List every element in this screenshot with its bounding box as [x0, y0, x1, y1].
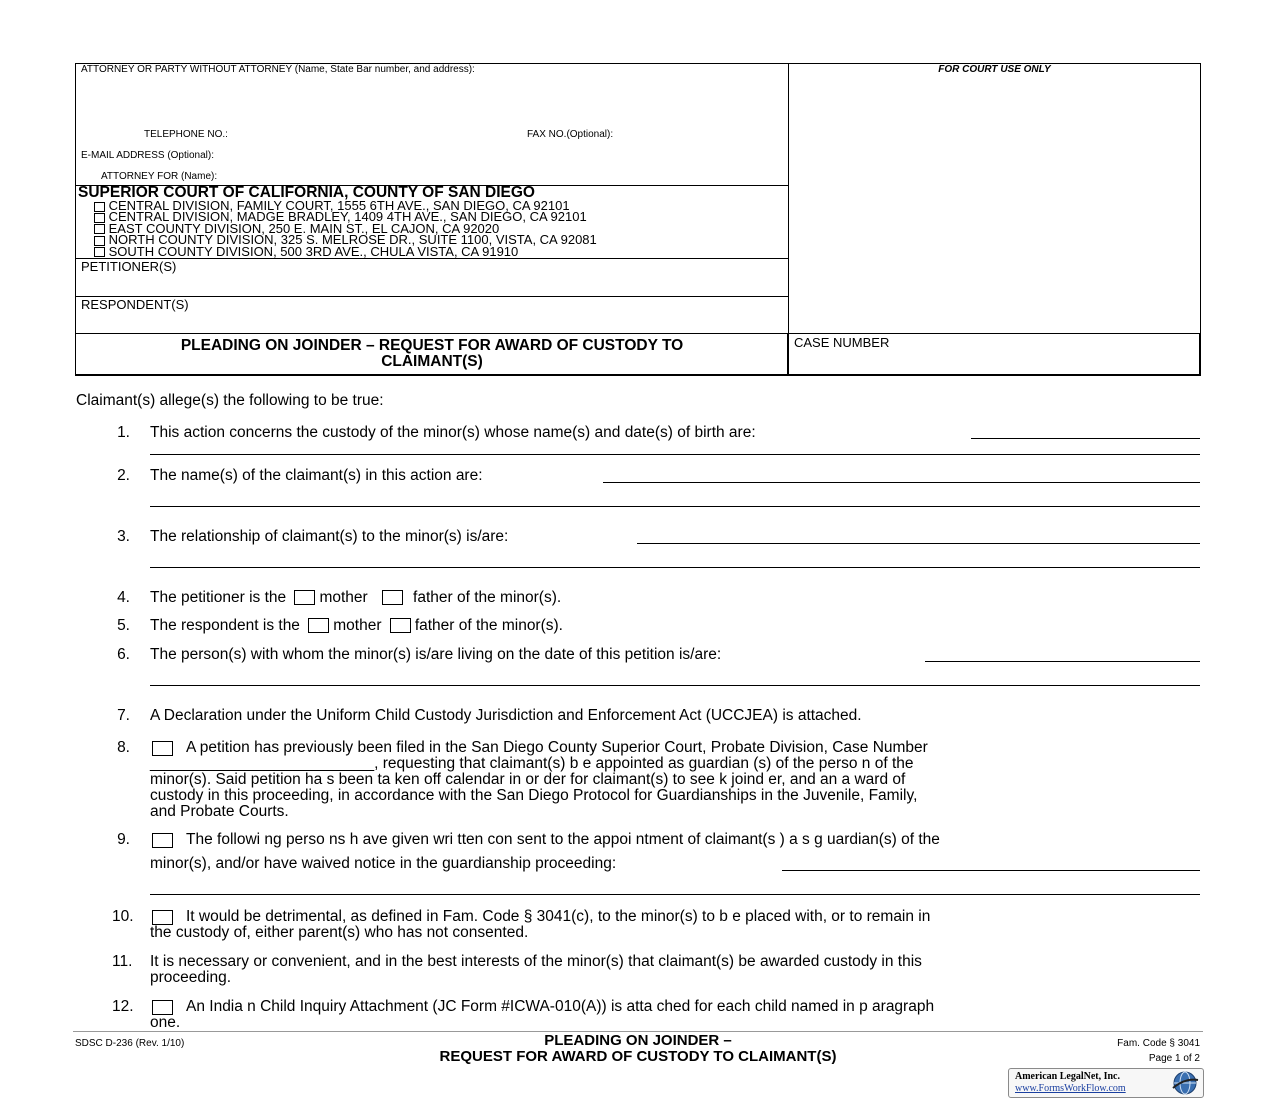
item-number: 8. [117, 739, 130, 756]
item-12-line2: one. [150, 1014, 181, 1031]
item-8-checkbox[interactable] [152, 741, 173, 756]
item-9-checkbox[interactable] [152, 833, 173, 848]
item-6-field[interactable] [925, 661, 1200, 662]
item-1-field-line2[interactable] [150, 454, 1200, 455]
item-10-checkbox[interactable] [152, 910, 173, 925]
division-label: SOUTH COUNTY DIVISION, 500 3RD AVE., CHULA VISTA, CA 91910 [108, 243, 519, 259]
footer-title-line2: REQUEST FOR AWARD OF CUSTODY TO CLAIMANT(S) [439, 1048, 837, 1065]
email-label: E-MAIL ADDRESS (Optional): [81, 150, 215, 161]
item-10-line1: It would be detrimental, as defined in Fam. Code § 3041(c), to the minor(s) to b e placed with, or to remain in [186, 908, 931, 925]
item-number: 2. [117, 467, 130, 484]
father-label: father of the minor(s). [413, 589, 562, 606]
vendor-url[interactable]: www.FormsWorkFlow.com [1015, 1083, 1126, 1094]
attorney-label: ATTORNEY OR PARTY WITHOUT ATTORNEY (Name, State Bar number, and address): [81, 64, 475, 75]
footer-title-line1: PLEADING ON JOINDER – [544, 1032, 732, 1049]
respondent-father-checkbox[interactable] [390, 618, 411, 633]
court-use-label: FOR COURT USE ONLY [938, 64, 1051, 75]
item-number: 6. [117, 646, 130, 663]
fax-label: FAX NO.(Optional): [527, 129, 614, 140]
item-3-field-line2[interactable] [150, 567, 1200, 568]
item-number: 5. [117, 617, 130, 634]
item-9-field-line2[interactable] [150, 894, 1200, 895]
item-number: 9. [117, 831, 130, 848]
code-reference: Fam. Code § 3041 [1117, 1038, 1200, 1049]
division-checkbox[interactable] [94, 224, 105, 234]
form-title-line1: PLEADING ON JOINDER – REQUEST FOR AWARD OF CUSTODY TO [180, 337, 684, 354]
division-option-south[interactable] [94, 243, 519, 259]
item-5-text: The respondent is the [150, 617, 300, 634]
item-number: 4. [117, 589, 130, 606]
item-2-field-line2[interactable] [150, 506, 1200, 507]
item-12-line1: An India n Child Inquiry Attachment (JC Form #ICWA-010(A)) is atta ched for each child named in p aragraph [186, 998, 935, 1015]
item-12-checkbox[interactable] [152, 1000, 173, 1015]
division-checkbox[interactable] [94, 236, 105, 246]
item-8-line1: A petition has previously been filed in the San Diego County Superior Court, Probate Division, Case Number [186, 739, 928, 756]
item-number: 1. [117, 424, 130, 441]
item-7-text: A Declaration under the Uniform Child Custody Jurisdiction and Enforcement Act (UCCJEA) is attached. [150, 707, 862, 724]
division-label: CENTRAL DIVISION, FAMILY COURT, 1555 6TH AVE., SAN DIEGO, CA 92101 [108, 198, 570, 213]
page-number: Page 1 of 2 [1148, 1053, 1200, 1064]
item-11-line2: proceeding. [150, 969, 232, 986]
vendor-name: American LegalNet, Inc. [1015, 1071, 1120, 1082]
item-3-text: The relationship of claimant(s) to the minor(s) is/are: [150, 528, 509, 545]
respondent-mother-checkbox[interactable] [308, 618, 329, 633]
division-label: EAST COUNTY DIVISION, 250 E. MAIN ST., EL CAJON, CA 92020 [108, 220, 500, 236]
item-9-line1: The followi ng perso ns h ave given wri tten con sent to the appoi ntment of claimant(s ) a s g uardian(s) of the [186, 831, 940, 848]
item-9-field[interactable] [782, 870, 1200, 871]
item-5-row [150, 617, 563, 635]
division-checkbox[interactable] [94, 202, 105, 212]
item-2-text: The name(s) of the claimant(s) in this action are: [150, 467, 483, 484]
court-name: SUPERIOR COURT OF CALIFORNIA, COUNTY OF SAN DIEGO [78, 184, 535, 201]
court-use-box [788, 63, 1201, 334]
item-8-line5: and Probate Courts. [150, 803, 289, 820]
item-3-field[interactable] [637, 543, 1200, 544]
item-6-text: The person(s) with whom the minor(s) is/are living on the date of this petition is/are: [150, 646, 722, 663]
item-4-row [150, 589, 561, 607]
division-label: CENTRAL DIVISION, MADGE BRADLEY, 1409 4TH AVE., SAN DIEGO, CA 92101 [108, 209, 587, 225]
petitioner-box [75, 258, 789, 297]
case-number-label: CASE NUMBER [794, 335, 890, 350]
item-1-field[interactable] [971, 438, 1200, 439]
form-title [76, 338, 788, 370]
respondent-label: RESPONDENT(S) [81, 297, 189, 312]
telephone-label: TELEPHONE NO.: [144, 129, 228, 140]
attorney-box [75, 63, 789, 186]
item-6-field-line2[interactable] [150, 685, 1200, 686]
division-checkbox[interactable] [94, 213, 105, 223]
division-checkbox[interactable] [94, 247, 105, 257]
item-number: 11. [112, 953, 133, 970]
item-number: 3. [117, 528, 130, 545]
item-number: 10. [112, 908, 134, 925]
item-number: 7. [117, 707, 130, 724]
item-8-line4: custody in this proceeding, in accordance with the San Diego Protocol for Guardianships in the Juvenile, Family, [150, 787, 918, 804]
form-id: SDSC D-236 (Rev. 1/10) [75, 1038, 185, 1049]
attorney-for-label: ATTORNEY FOR (Name): [101, 171, 218, 182]
item-8-line2: __________________________, requesting that claimant(s) b e appointed as guardian (s) of the perso n of the [150, 755, 914, 772]
form-title-line2: CLAIMANT(S) [381, 353, 483, 370]
footer-title [300, 1033, 976, 1065]
mother-label: mother [319, 589, 368, 606]
item-1-text: This action concerns the custody of the minor(s) whose name(s) and date(s) of birth are: [150, 424, 756, 441]
petitioner-father-checkbox[interactable] [382, 590, 403, 605]
petitioner-mother-checkbox[interactable] [294, 590, 315, 605]
item-11-line1: It is necessary or convenient, and in the best interests of the minor(s) that claimant(s) be awarded custody in this [150, 953, 922, 970]
item-2-field[interactable] [603, 482, 1200, 483]
item-8-line3: minor(s). Said petition ha s been ta ken off calendar in or der for claimant(s) to see k joind er, and an a ward of [150, 771, 906, 788]
item-10-line2: the custody of, either parent(s) who has not consented. [150, 924, 529, 941]
mother-label: mother [333, 617, 382, 634]
division-label: NORTH COUNTY DIVISION, 325 S. MELROSE DR., SUITE 1100, VISTA, CA 92081 [108, 232, 597, 248]
vendor-logo[interactable] [1008, 1068, 1204, 1098]
petitioner-label: PETITIONER(S) [81, 259, 177, 274]
item-4-text: The petitioner is the [150, 589, 287, 606]
intro-text: Claimant(s) allege(s) the following to be true: [76, 392, 384, 409]
father-label: father of the minor(s). [414, 617, 563, 634]
globe-icon [1170, 1070, 1200, 1096]
item-9-line2: minor(s), and/or have waived notice in the guardianship proceeding: [150, 855, 617, 872]
item-number: 12. [112, 998, 134, 1015]
